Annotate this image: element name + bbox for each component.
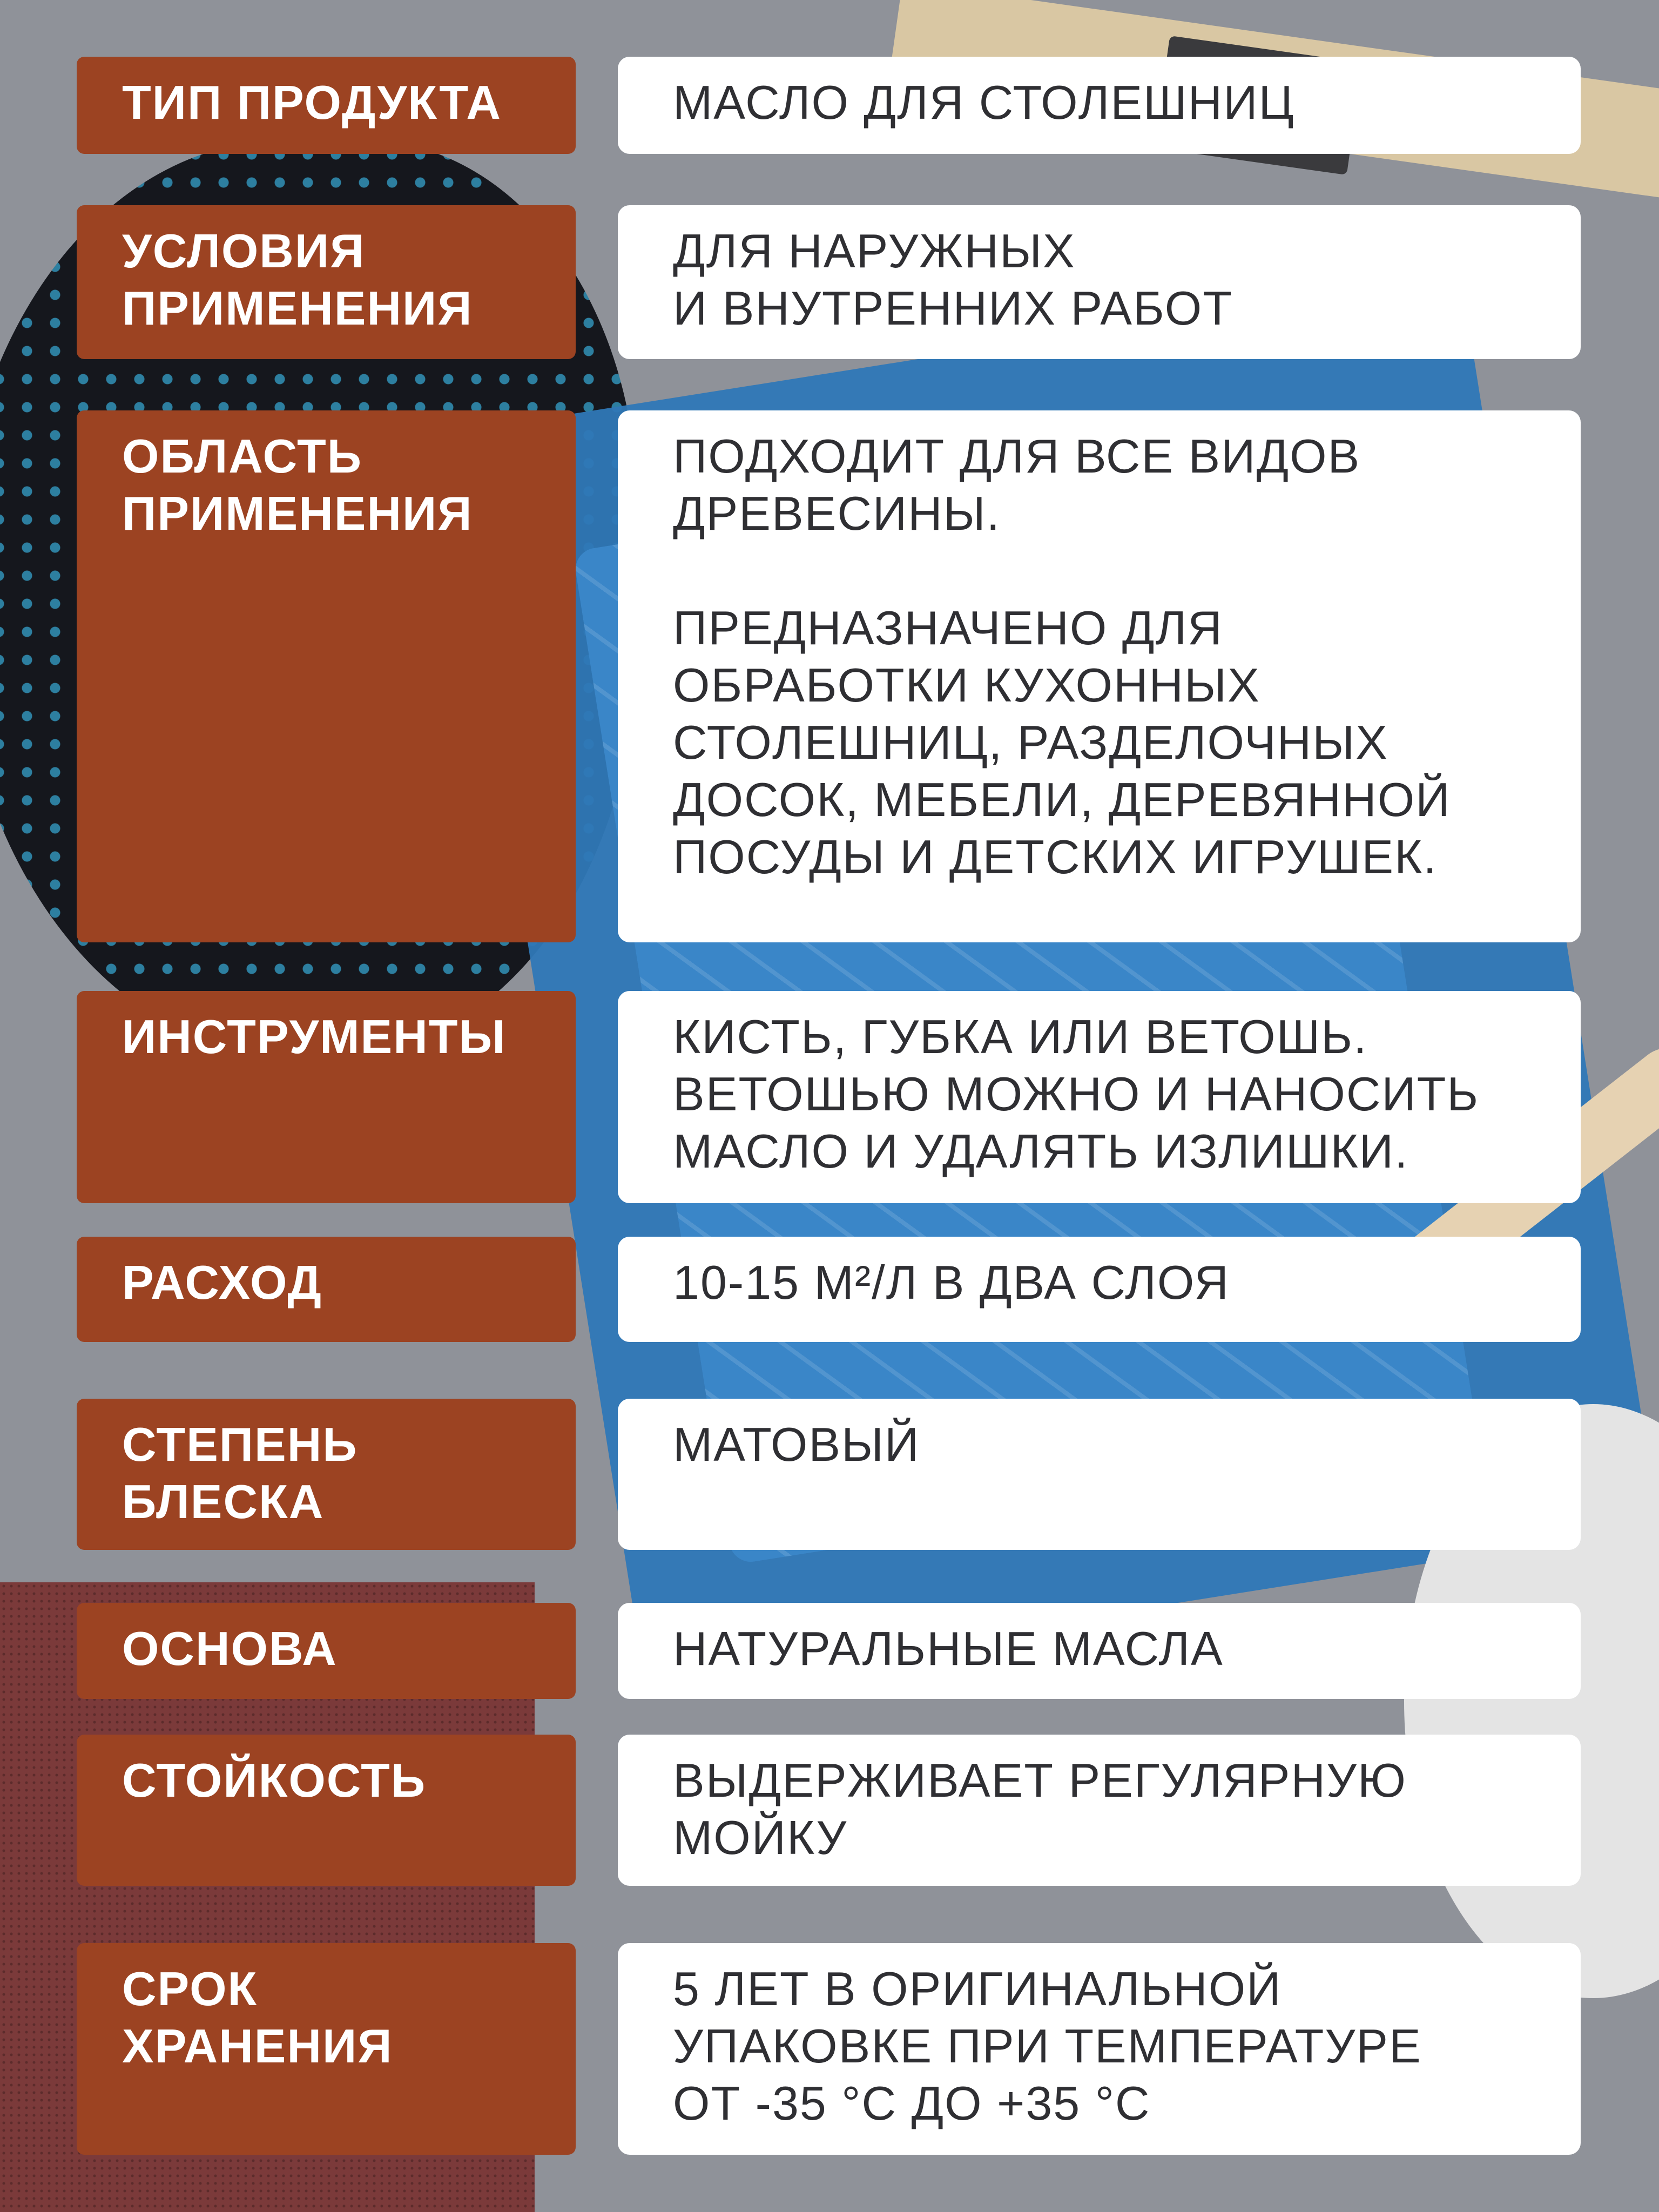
spec-row-consumption [77, 1237, 1581, 1342]
spec-row-base [77, 1603, 1581, 1699]
spec-row-gloss [77, 1399, 1581, 1550]
spec-row-shelf-life [77, 1943, 1581, 2155]
spec-label: РАСХОД [77, 1237, 576, 1342]
spec-row-application-area [77, 410, 1581, 942]
spec-label: ИНСТРУМЕНТЫ [77, 991, 576, 1203]
spec-value: МАСЛО ДЛЯ СТОЛЕШНИЦ [618, 57, 1581, 154]
spec-label: ТИП ПРОДУКТА [77, 57, 576, 154]
spec-row-tools [77, 991, 1581, 1203]
spec-label: СТЕПЕНЬ БЛЕСКА [77, 1399, 576, 1550]
spec-label: ОСНОВА [77, 1603, 576, 1699]
spec-value: НАТУРАЛЬНЫЕ МАСЛА [618, 1603, 1581, 1699]
spec-value: ВЫДЕРЖИВАЕТ РЕГУЛЯРНУЮ МОЙКУ [618, 1735, 1581, 1886]
spec-value: МАТОВЫЙ [618, 1399, 1581, 1550]
spec-row-product-type [77, 57, 1581, 154]
spec-row-conditions [77, 205, 1581, 359]
spec-label: УСЛОВИЯ ПРИМЕНЕНИЯ [77, 205, 576, 359]
spec-value: КИСТЬ, ГУБКА ИЛИ ВЕТОШЬ. ВЕТОШЬЮ МОЖНО И НАНОСИТЬ МАСЛО И УДАЛЯТЬ ИЗЛИШКИ. [618, 991, 1581, 1203]
spec-value: 10-15 М²/Л В ДВА СЛОЯ [618, 1237, 1581, 1342]
spec-value: 5 ЛЕТ В ОРИГИНАЛЬНОЙ УПАКОВКЕ ПРИ ТЕМПЕРАТУРЕ ОТ -35 °С ДО +35 °С [618, 1943, 1581, 2155]
spec-value: ДЛЯ НАРУЖНЫХ И ВНУТРЕННИХ РАБОТ [618, 205, 1581, 359]
spec-value: ПОДХОДИТ ДЛЯ ВСЕ ВИДОВ ДРЕВЕСИНЫ. ПРЕДНАЗНАЧЕНО ДЛЯ ОБРАБОТКИ КУХОННЫХ СТОЛЕШНИЦ, РАЗДЕЛОЧНЫХ ДОСОК, МЕБЕЛИ, ДЕРЕВЯННОЙ ПОСУДЫ И ДЕТСКИХ ИГРУШЕК. [618, 410, 1581, 942]
spec-label: ОБЛАСТЬ ПРИМЕНЕНИЯ [77, 410, 576, 942]
spec-label: СРОК ХРАНЕНИЯ [77, 1943, 576, 2155]
spec-row-durability [77, 1735, 1581, 1886]
spec-label: СТОЙКОСТЬ [77, 1735, 576, 1886]
